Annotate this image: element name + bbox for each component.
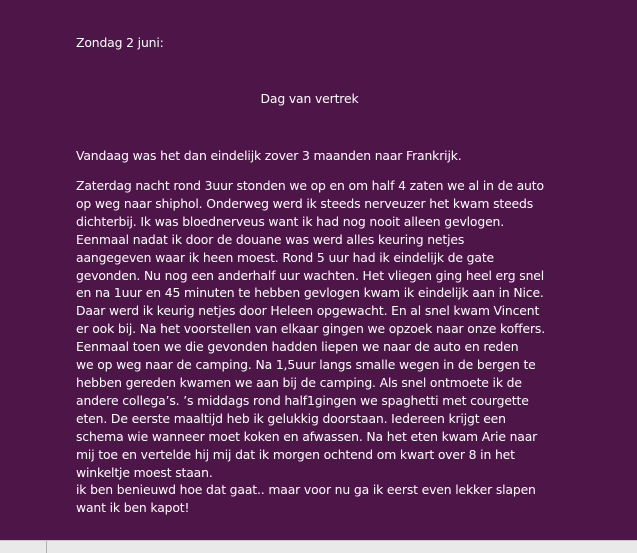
status-bar bbox=[0, 540, 637, 553]
body-line: winkeltje moest staan. bbox=[76, 464, 213, 480]
intro-paragraph: Vandaag was het dan eindelijk zover 3 maanden naar Frankrijk. bbox=[76, 148, 462, 163]
body-line: we op weg naar de camping. Na 1,5uur langs smalle wegen in de bergen te bbox=[76, 357, 536, 373]
body-paragraph bbox=[76, 177, 576, 517]
body-line: want ik ben kapot! bbox=[76, 500, 190, 516]
status-bar-divider bbox=[46, 541, 47, 553]
date-heading: Zondag 2 juni: bbox=[76, 35, 164, 50]
body-line: Eenmaal nadat ik door de douane was werd alles keuring netjes bbox=[76, 231, 465, 247]
body-line: gevonden. Nu nog een anderhalf uur wachten. Het vliegen ging heel erg snel bbox=[76, 267, 545, 283]
document-title bbox=[0, 91, 637, 106]
body-line: aangegeven waar ik heen moest. Rond 5 uur had ik eindelijk de gate bbox=[76, 249, 495, 265]
body-line: andere collega’s. ’s middags rond half1gingen we spaghetti met courgette bbox=[76, 392, 529, 408]
body-line: Daar werd ik keurig netjes door Heleen opgewacht. En al snel kwam Vincent bbox=[76, 303, 540, 319]
body-line: schema wie wanneer moet koken en afwassen. Na het eten kwam Arie naar bbox=[76, 428, 538, 444]
body-line: eten. De eerste maaltijd heb ik gelukkig doorstaan. Iedereen krijgt een bbox=[76, 410, 506, 426]
body-line: hebben gereden kwamen we aan bij de camping. Als snel ontmoete ik de bbox=[76, 374, 522, 390]
body-line: en na 1uur en 45 minuten te hebben gevlogen kwam ik eindelijk aan in Nice. bbox=[76, 285, 544, 301]
document-title-text: Dag van vertrek bbox=[260, 91, 359, 106]
body-line: dichterbij. Ik was bloednerveus want ik had nog nooit alleen gevlogen. bbox=[76, 213, 505, 229]
body-line: op weg naar shiphol. Onderweg werd ik steeds nerveuzer het kwam steeds bbox=[76, 195, 534, 211]
body-line: mij toe en vertelde hij mij dat ik morgen ochtend om kwart over 8 in het bbox=[76, 446, 515, 462]
body-line: ik ben benieuwd hoe dat gaat.. maar voor nu ga ik eerst even lekker slapen bbox=[76, 482, 536, 498]
body-line: Zaterdag nacht rond 3uur stonden we op en om half 4 zaten we al in de auto bbox=[76, 178, 544, 193]
body-line: Eenmaal toen we die gevonden hadden liepen we naar de auto en reden bbox=[76, 339, 519, 355]
body-line: er ook bij. Na het voorstellen van elkaar gingen we opzoek naar onze koffers. bbox=[76, 321, 545, 337]
